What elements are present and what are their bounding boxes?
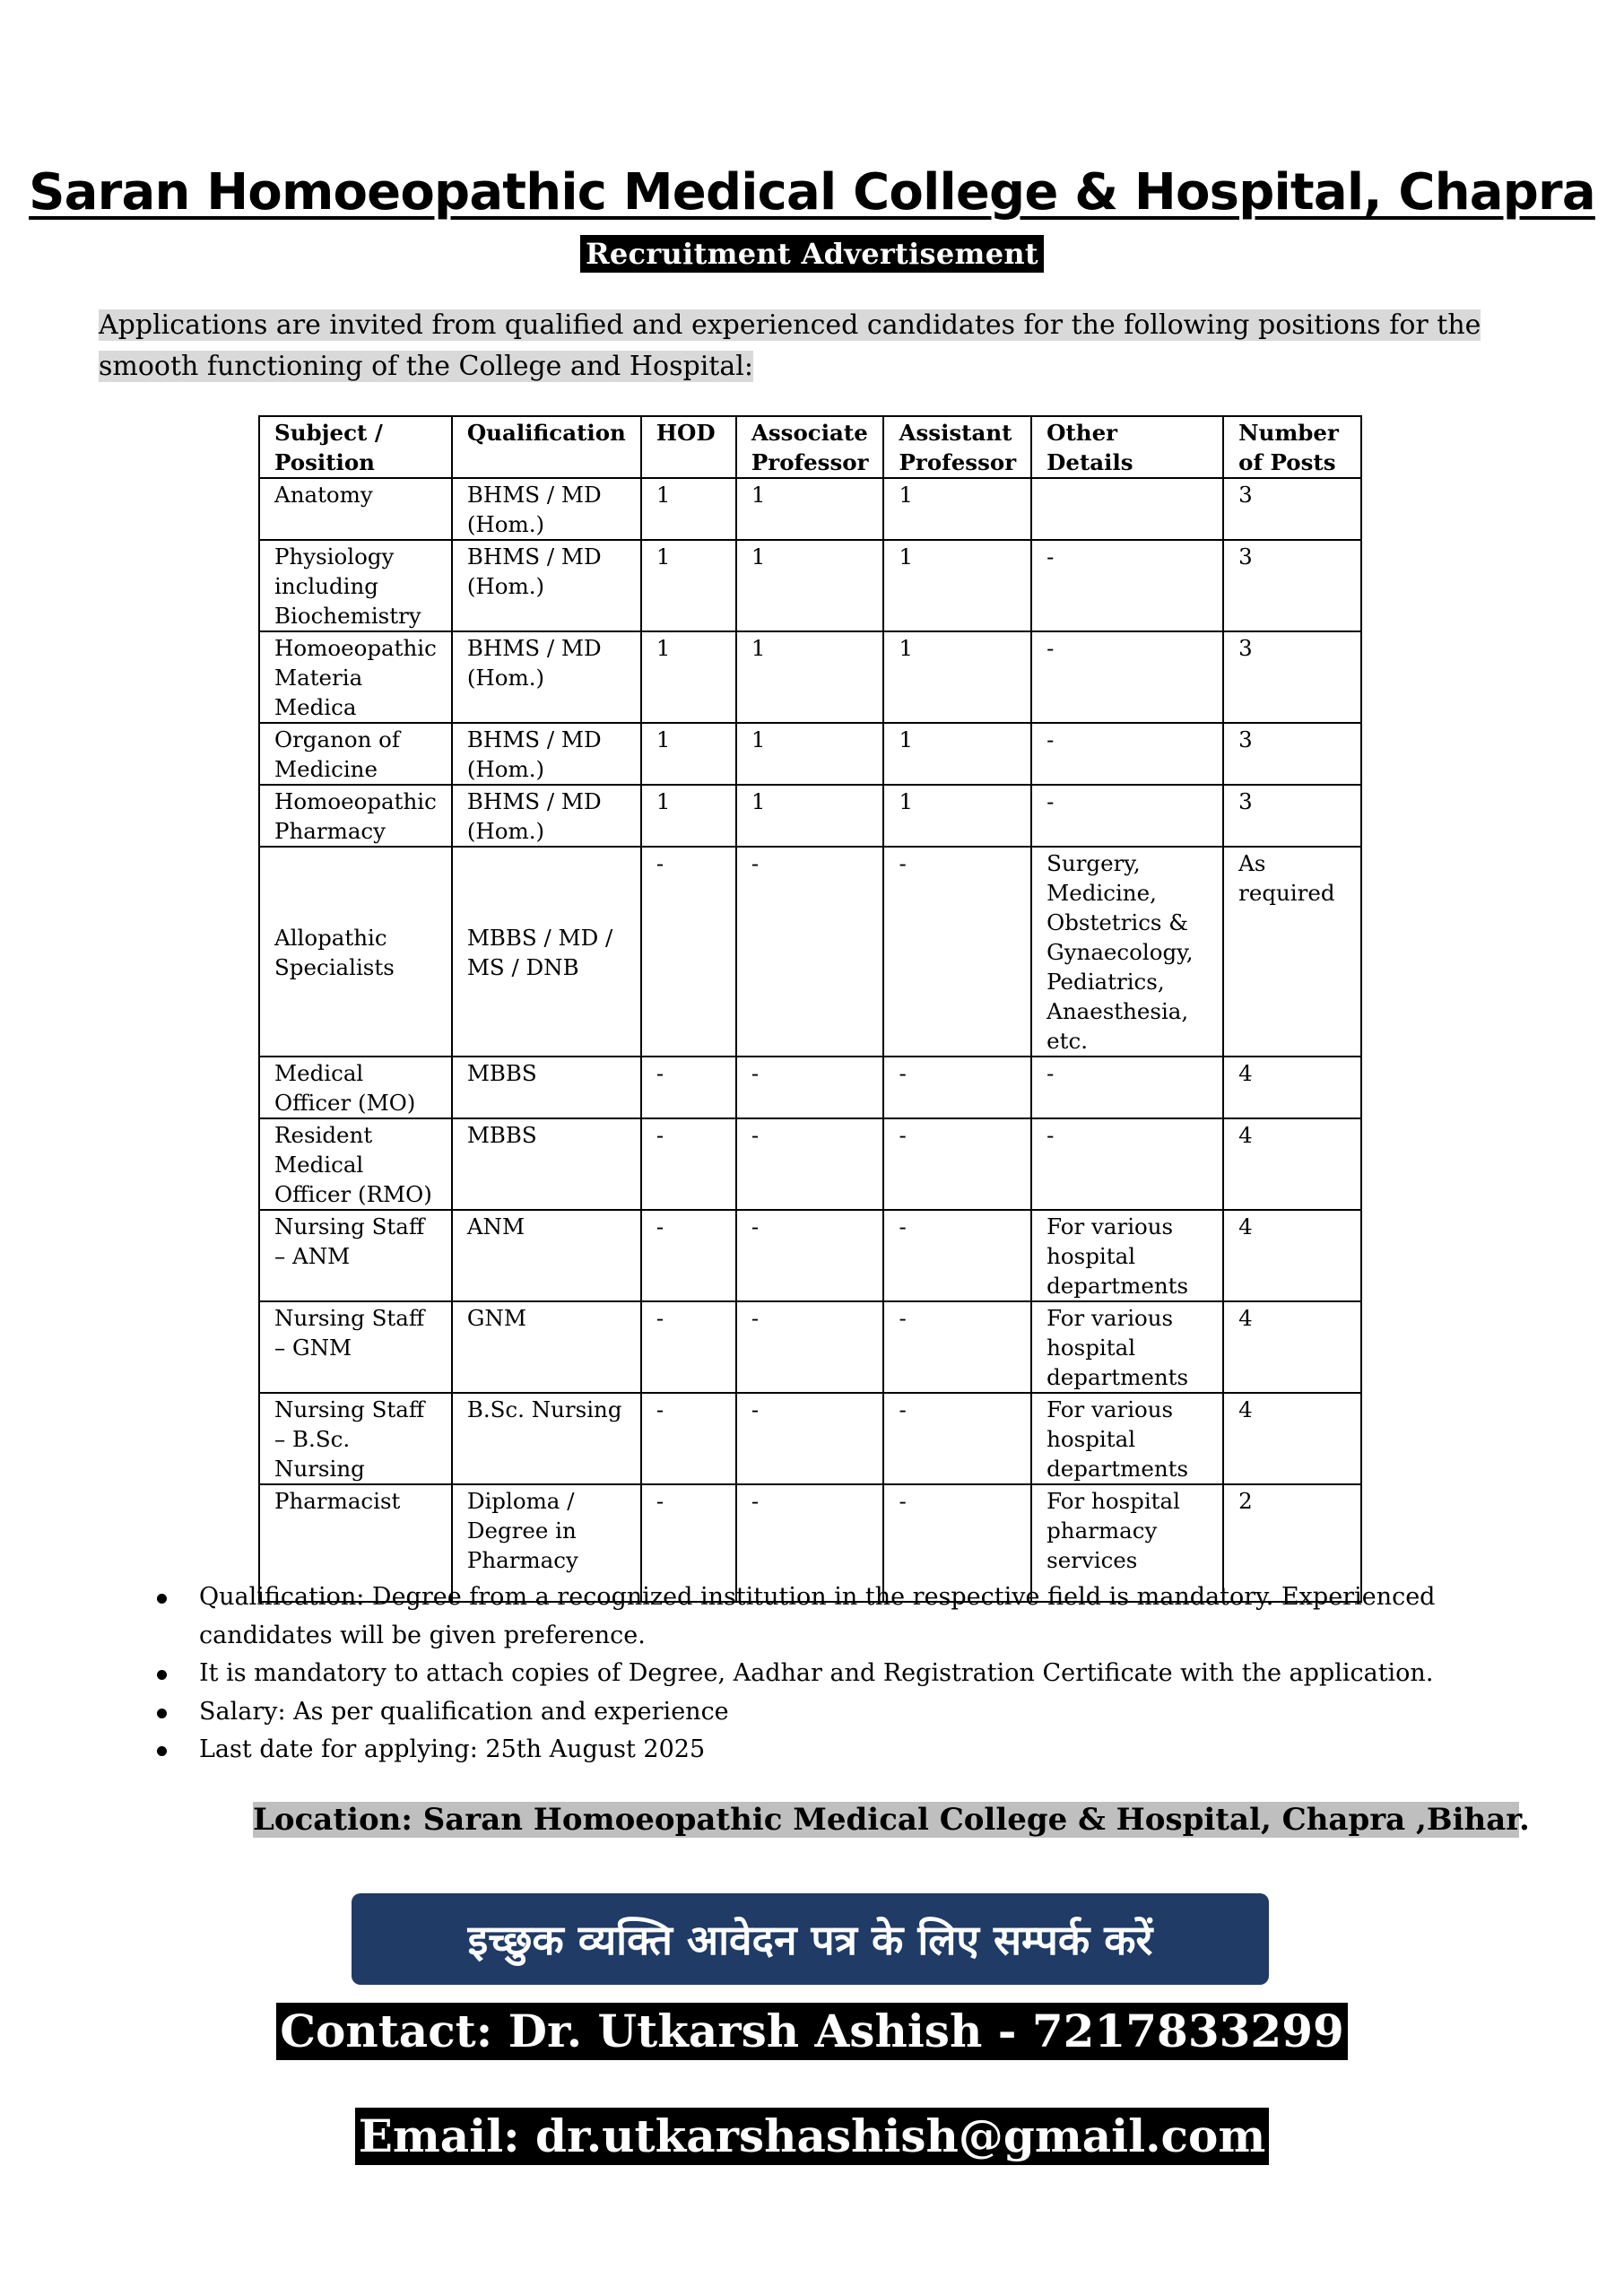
table-row [259,478,1361,540]
table-cell: 4 [1223,1118,1361,1210]
table-cell: - [736,1393,884,1484]
table-header-cell: Assistant Professor [883,416,1031,478]
table-cell: Nursing Staff – B.Sc. Nursing [259,1393,452,1484]
location-period: . [1519,1802,1530,1838]
table-cell: 2 [1223,1484,1361,1602]
table-cell: - [736,1118,884,1210]
table-cell: - [1031,631,1223,723]
table-cell: - [883,1057,1031,1118]
table-row [259,723,1361,785]
table-cell: 4 [1223,1210,1361,1301]
table-cell: 1 [883,540,1031,631]
list-item: Qualification: Degree from a recognized institution in the respective field is mandatory. Experienced candidates will be given preference. [199,1578,1526,1655]
list-item: It is mandatory to attach copies of Degree, Aadhar and Registration Certificate with the application. [199,1655,1526,1693]
table-cell: ANM [452,1210,641,1301]
table-cell: 3 [1223,540,1361,631]
table-cell: For various hospital departments [1031,1301,1223,1393]
table-cell: Resident Medical Officer (RMO) [259,1118,452,1210]
table-cell: Physiology including Biochemistry [259,540,452,631]
table-cell: 4 [1223,1057,1361,1118]
table-cell: For various hospital departments [1031,1210,1223,1301]
table-cell: - [1031,785,1223,847]
intro-paragraph [99,305,1533,387]
table-cell: Allopathic Specialists [259,847,452,1057]
table-cell: - [883,1393,1031,1484]
table-cell: Medical Officer (MO) [259,1057,452,1118]
table-cell: 3 [1223,478,1361,540]
table-cell: - [1031,540,1223,631]
list-item: Last date for applying: 25th August 2025 [199,1731,1526,1770]
table-row [259,1210,1361,1301]
table-cell: As required [1223,847,1361,1057]
table-row [259,540,1361,631]
intro-text: Applications are invited from qualified and experienced candidates for the following positions for the smooth functioning of the College and Hospital: [99,309,1481,382]
table-cell: 3 [1223,785,1361,847]
table-cell: - [736,1484,884,1602]
table-cell: MBBS / MD / MS / DNB [452,847,641,1057]
table-cell: 1 [641,540,736,631]
table-cell: 4 [1223,1301,1361,1393]
table-cell: Anatomy [259,478,452,540]
table-cell: - [736,1301,884,1393]
table-cell: 1 [736,631,884,723]
table-cell: 3 [1223,723,1361,785]
page-subtitle: Recruitment Advertisement [580,235,1044,273]
table-header-cell: Subject / Position [259,416,452,478]
table-cell: MBBS [452,1057,641,1118]
table-cell: - [641,1210,736,1301]
table-cell: BHMS / MD (Hom.) [452,540,641,631]
list-item: Salary: As per qualification and experience [199,1693,1526,1732]
table-cell: 1 [883,478,1031,540]
table-cell: - [883,1301,1031,1393]
table-cell: B.Sc. Nursing [452,1393,641,1484]
table-cell: 1 [641,478,736,540]
table-cell: 1 [736,478,884,540]
table-cell: - [641,1301,736,1393]
table-header-cell: Number of Posts [1223,416,1361,478]
table-row [259,785,1361,847]
table-cell: MBBS [452,1118,641,1210]
table-row [259,1057,1361,1118]
table-cell: Surgery, Medicine, Obstetrics & Gynaecology, Pediatrics, Anaesthesia, etc. [1031,847,1223,1057]
table-cell: Homoeopathic Pharmacy [259,785,452,847]
table-cell: 1 [736,723,884,785]
table-cell: - [641,1393,736,1484]
table-cell: 1 [883,785,1031,847]
table-row [259,1118,1361,1210]
location-text: Location: Saran Homoeopathic Medical College & Hospital, Chapra ,Bihar [253,1802,1520,1838]
table-cell: 3 [1223,631,1361,723]
table-cell: - [641,1118,736,1210]
contact-phone: Contact: Dr. Utkarsh Ashish - 7217833299 [276,2003,1348,2060]
table-header-cell: Other Details [1031,416,1223,478]
notes-list [199,1578,1526,1770]
table-cell: - [641,1484,736,1602]
table-cell: Diploma / Degree in Pharmacy [452,1484,641,1602]
table-cell: 1 [883,723,1031,785]
table-cell: BHMS / MD (Hom.) [452,478,641,540]
table-cell: Nursing Staff – GNM [259,1301,452,1393]
table-row [259,1301,1361,1393]
table-row [259,847,1361,1057]
table-cell: - [883,1210,1031,1301]
page-title: Saran Homoeopathic Medical College & Hospital, Chapra [29,163,1595,222]
table-cell: - [641,847,736,1057]
table-cell: Pharmacist [259,1484,452,1602]
table-cell: 1 [736,540,884,631]
table-header-row [259,416,1361,478]
table-cell: BHMS / MD (Hom.) [452,785,641,847]
table-cell: 1 [641,631,736,723]
table-cell: For various hospital departments [1031,1393,1223,1484]
table-row [259,631,1361,723]
table-cell: For hospital pharmacy services [1031,1484,1223,1602]
contact-banner: इच्छुक व्यक्ति आवेदन पत्र के लिए सम्पर्क करें [352,1893,1269,1985]
table-cell: - [1031,1057,1223,1118]
table-header-cell: HOD [641,416,736,478]
contact-email: Email: dr.utkarshashish@gmail.com [355,2108,1269,2165]
table-cell: - [883,1118,1031,1210]
table-cell: - [1031,723,1223,785]
table-header-cell: Qualification [452,416,641,478]
table-header-cell: Associate Professor [736,416,884,478]
table-cell: 1 [736,785,884,847]
table-cell: - [736,847,884,1057]
table-cell: - [883,1484,1031,1602]
table-cell: Organon of Medicine [259,723,452,785]
positions-table [258,415,1362,1603]
table-cell: - [641,1057,736,1118]
table-cell: 4 [1223,1393,1361,1484]
table-cell: 1 [641,785,736,847]
table-cell [1031,478,1223,540]
table-cell: BHMS / MD (Hom.) [452,631,641,723]
table-cell: 1 [641,723,736,785]
table-cell: - [1031,1118,1223,1210]
table-cell: Homoeopathic Materia Medica [259,631,452,723]
table-cell: - [736,1210,884,1301]
location-line [253,1798,1530,1841]
table-cell: GNM [452,1301,641,1393]
table-cell: BHMS / MD (Hom.) [452,723,641,785]
table-row [259,1393,1361,1484]
table-cell: Nursing Staff – ANM [259,1210,452,1301]
table-cell: 1 [883,631,1031,723]
table-cell: - [883,847,1031,1057]
table-cell: - [736,1057,884,1118]
